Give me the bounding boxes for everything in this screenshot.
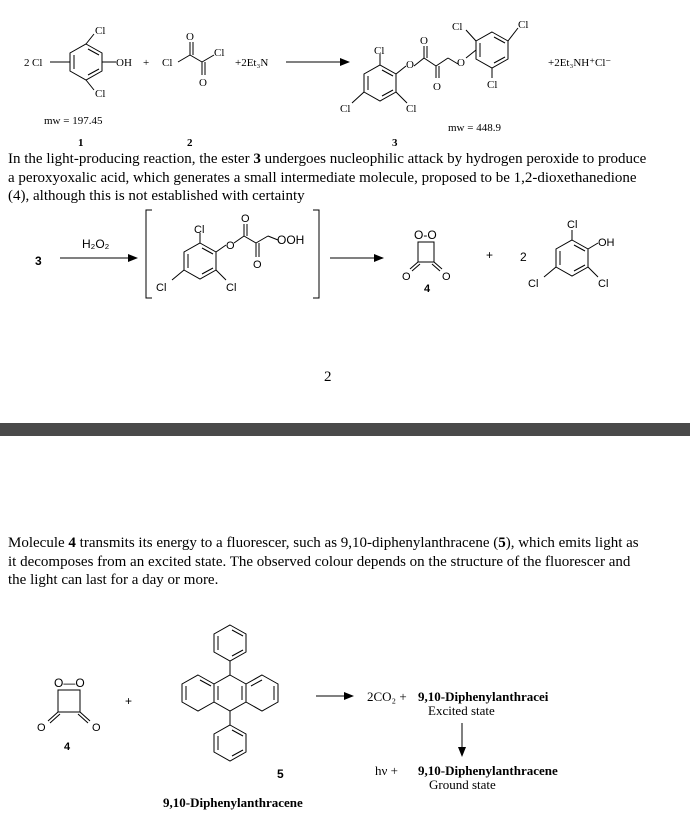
o-label: O: [442, 271, 451, 283]
mw-label: mw = 197.45: [44, 115, 103, 127]
cl-label: Cl: [452, 21, 463, 33]
para2-text: transmits its energy to a fluorescer, such as 9,10-diphenylanthracene (: [75, 535, 499, 551]
para2-text: Molecule: [8, 535, 69, 551]
base-label: +2Et₃N: [235, 57, 269, 69]
compound-label-2: 2: [187, 137, 193, 149]
cl-label: Cl: [598, 278, 609, 290]
para2-ref-5: 5: [498, 535, 506, 551]
cl-label: Cl: [162, 57, 173, 69]
byproduct-label: +2Et₃NH⁺Cl⁻: [548, 57, 612, 69]
cl-label: Cl: [95, 25, 106, 37]
compound-label-3: 3: [392, 137, 398, 149]
excited-state-label: Excited state: [428, 703, 495, 718]
cl-label: Cl: [226, 282, 237, 294]
o-label: O: [241, 213, 250, 225]
paragraph-2: [8, 534, 648, 590]
plus-sign: +: [486, 248, 494, 262]
para1-ref-3: 3: [253, 151, 261, 167]
page-divider: [0, 423, 690, 436]
product1-name: 9,10-Diphenylanthracei: [418, 689, 549, 704]
page-number: 2: [324, 369, 332, 385]
ground-state-label: Ground state: [429, 777, 496, 792]
para2-text: ), which emits light as it decomposes from an excited state. The observed colour depends on the structure of the fluorescer and the light can last for a day or more.: [8, 535, 639, 588]
coefficient-2: 2: [24, 57, 30, 69]
compound-label-5: 5: [277, 767, 284, 781]
para1-ref-4: 4: [13, 188, 21, 204]
cl-label: Cl: [32, 57, 43, 69]
para1-text: undergoes nucleophilic attack by hydrogen peroxide to produce a peroxyoxalic acid, which generates a small intermediate molecule, proposed to be 1,2-dioxethanedione (: [8, 151, 647, 204]
product2-name: 9,10-Diphenylanthracene: [418, 763, 558, 778]
oh-label: OH: [116, 57, 132, 69]
o-label: O: [92, 722, 101, 734]
compound-label-4: 4: [424, 283, 431, 295]
cl-label: Cl: [528, 278, 539, 290]
cl-label: Cl: [374, 45, 385, 57]
oh-label: OH: [598, 237, 615, 249]
product1-prefix: 2CO₂ +: [367, 689, 407, 704]
cl-label: Cl: [340, 103, 351, 115]
cl-label: Cl: [194, 224, 205, 236]
plus-sign: +: [125, 694, 133, 708]
compound-name: 9,10-Diphenylanthracene: [163, 795, 303, 810]
product2-prefix: hν +: [375, 763, 398, 778]
cl-label: Cl: [518, 19, 529, 31]
mw-label: mw = 448.9: [448, 122, 501, 134]
o-label: O: [199, 77, 207, 89]
o-label: O: [406, 59, 414, 71]
h2o2-label: H₂O₂: [82, 237, 110, 251]
plus-sign: +: [143, 57, 150, 69]
oo-label: O-O: [414, 228, 437, 242]
para2-ref-4: 4: [68, 535, 76, 551]
para1-text: ), although this is not established with certainty: [20, 188, 305, 204]
compound-label-3: 3: [35, 254, 42, 268]
scheme-1: [0, 0, 690, 150]
o-label: O: [253, 259, 262, 271]
cl-label: Cl: [567, 219, 578, 231]
cl-label: Cl: [487, 79, 498, 91]
o-label: O: [37, 722, 46, 734]
compound-label-1: 1: [78, 137, 84, 149]
para1-text: In the light-producing reaction, the ester: [8, 151, 254, 167]
scheme-2: [0, 205, 690, 305]
coefficient-2: 2: [520, 250, 527, 264]
o-label: O: [226, 240, 235, 252]
o-label: O: [186, 31, 194, 43]
compound-label-4: 4: [64, 741, 71, 753]
o-label: O: [457, 57, 465, 69]
oo-label: O—O: [54, 676, 85, 690]
cl-label: Cl: [95, 88, 106, 100]
o-label: O: [402, 271, 411, 283]
o-label: O: [433, 81, 441, 93]
cl-label: Cl: [406, 103, 417, 115]
cl-label: Cl: [214, 47, 225, 59]
paragraph-1: [8, 150, 648, 206]
ooh-label: OOH: [277, 233, 305, 247]
o-label: O: [420, 35, 428, 47]
cl-label: Cl: [156, 282, 167, 294]
scheme-3: [0, 615, 690, 820]
